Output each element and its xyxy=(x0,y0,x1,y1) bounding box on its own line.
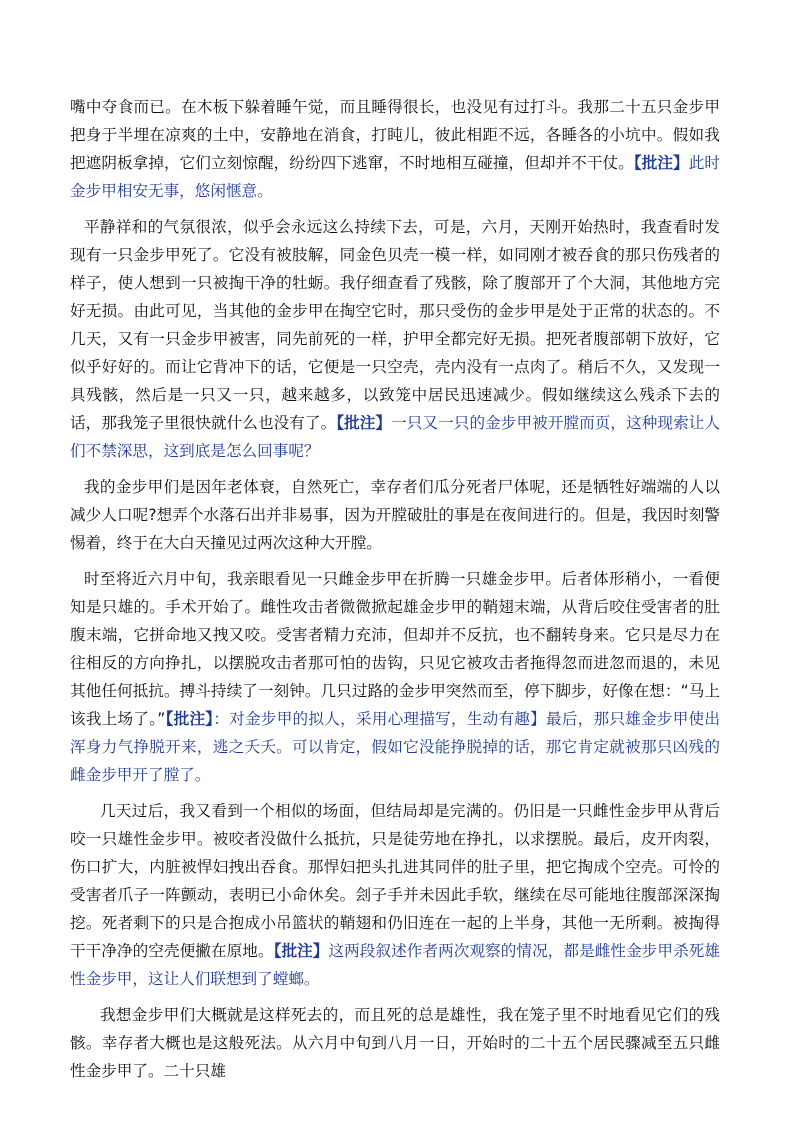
annotation-text: 这两段叙述作者两次观察的情况，都是雌性金步甲杀死雄性金步甲，这让人们联想到了螳螂。 xyxy=(70,942,720,988)
paragraph-3 xyxy=(70,473,720,557)
paragraph-2 xyxy=(70,213,720,465)
annotation-label: 【批注】 xyxy=(633,154,689,172)
paragraph-6 xyxy=(70,1001,720,1085)
paragraph-text: 嘴中夺食而已。在木板下躲着睡午觉，而且睡得很长，也没见有过打斗。我那二十五只金步甲把身于半埋在凉爽的土中，安静地在消食，打盹儿，彼此相距不远，各睡各的小坑中。假如我把遮阴板拿掉，它们立刻惊醒，纷纷四下逃窜，不时地相互碰撞，但却并不干仗。 xyxy=(70,98,720,172)
paragraph-text: 我的金步甲们是因年老体衰，自然死亡，幸存者们瓜分死者尸体呢，还是牺牲好端端的人以减少人口呢?想弄个水落石出并非易事，因为开膛破肚的事是在夜间进行的。但是，我因时刻警惕着，终于在大白天撞见过两次这种大开膛。 xyxy=(70,478,720,552)
annotation-label: 【批注】 xyxy=(273,942,329,960)
annotation-label: 【批注】 xyxy=(165,710,214,728)
document-page xyxy=(70,93,720,1093)
paragraph-5 xyxy=(70,797,720,993)
annotation-text: 一只又一只的金步甲被开膛而页，这种现索让人们不禁深思，这到底是怎么回事呢？ xyxy=(70,414,720,460)
annotation-label: 【批注】 xyxy=(336,414,392,432)
annotation-text: 此时金步甲相安无事，悠闲惬意。 xyxy=(70,154,720,200)
paragraph-text: 平静祥和的气氛很浓，似乎会永远这么持续下去，可是，六月，天刚开始热时，我查看时发现有一只金步甲死了。它没有被肢解，同金色贝壳一模一样，如同刚才被吞食的那只伤残者的样子，使人想到一只被掏干净的牡蛎。我仔细查看了残骸，除了腹部开了个大洞，其他地方完好无损。由此可见，当其他的金步甲在掏空它时，那只受伤的金步甲是处于正常的状态的。不几天，又有一只金步甲被害，同先前死的一样，护甲全都完好无损。把死者腹部朝下放好，它似乎好好的。而让它背冲下的话，它便是一只空壳，壳内没有一点肉了。稍后不久，又发现一具残骸，然后是一只又一只，越来越多，以致笼中居民迅速减少。假如继续这么残杀下去的话，那我笼子里很快就什么也没有了。 xyxy=(70,218,720,432)
paragraph-text: 时至将近六月中旬，我亲眼看见一只雌金步甲在折腾一只雄金步甲。后者体形稍小，一看便知是只雄的。手术开始了。雌性攻击者微微掀起雄金步甲的鞘翅末端，从背后咬住受害者的肚腹末端，它拼命地又拽又咬。受害者精力充沛，但却并不反抗，也不翻转身来。它只是尽力在往相反的方向挣扎，以摆脱攻击者那可怕的齿钩，只见它被攻击者拖得忽而进忽而退的，未见其他任何抵抗。搏斗持续了一刻钟。几只过路的金步甲突然而至，停下脚步，好像在想：“马上该我上场了。” xyxy=(70,570,720,728)
paragraph-4 xyxy=(70,565,720,789)
paragraph-text: 我想金步甲们大概就是这样死去的，而且死的总是雄性，我在笼子里不时地看见它们的残骸。幸存者大概也是这般死法。从六月中旬到八月一日，开始时的二十五个居民骤减至五只雌性金步甲了。二十只雄 xyxy=(70,1006,720,1080)
annotation-text: ：对金步甲的拟人，采用心理描写，生动有趣】最后，那只雄金步甲使出浑身力气挣脱开来，逃之夭夭。可以肯定，假如它没能挣脱掉的话，那它肯定就被那只凶残的雌金步甲开了膛了。 xyxy=(70,710,720,784)
paragraph-text: 几天过后，我又看到一个相似的场面，但结局却是完满的。仍旧是一只雌性金步甲从背后咬一只雄性金步甲。被咬者没做什么抵抗，只是徒劳地在挣扎，以求摆脱。最后，皮开肉裂，伤口扩大，内脏被悍妇拽出吞食。那悍妇把头扎进其同伴的肚子里，把它掏成个空壳。可怜的受害者爪子一阵颤动，表明已小命休矣。刽子手并未因此手软，继续在尽可能地往腹部深深掏挖。死者剩下的只是合抱成小吊篮状的鞘翅和仍旧连在一起的上半身，其他一无所剩。被掏得干干净净的空壳便撇在原地。 xyxy=(70,802,720,960)
paragraph-1 xyxy=(70,93,720,205)
